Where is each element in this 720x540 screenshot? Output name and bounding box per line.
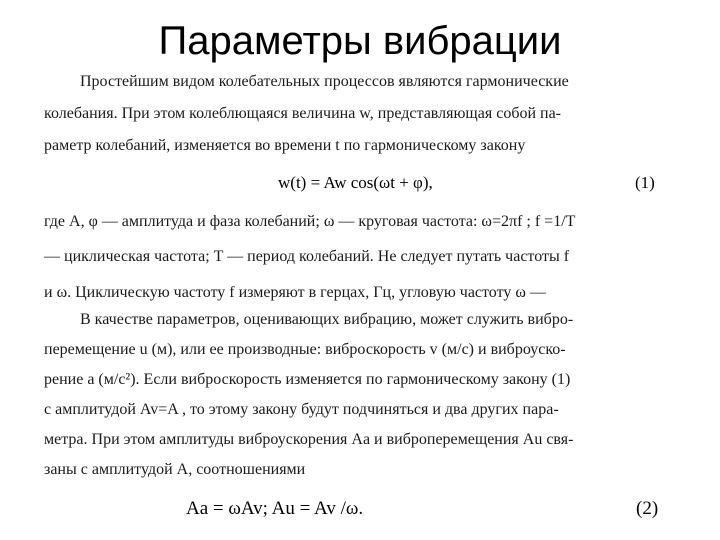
text-line: перемещение u (м), или ее производные: виброскорость v (м/с) и виброуско-: [44, 341, 566, 358]
text-line: заны с амплитудой A, соотношениями: [44, 461, 306, 478]
equation-1-number: (1): [635, 173, 655, 192]
text-line: где A, φ — амплитуда и фаза колебаний; ω — круговая частота: ω=2πf ; f =1/T: [44, 213, 576, 230]
text-line: раметр колебаний, изменяется во времени t по гармоническому закону: [44, 137, 526, 154]
text-line: метра. При этом амплитуды виброускорения Aa и виброперемещения Au свя-: [44, 431, 574, 448]
text-line: В качестве параметров, оценивающих вибрацию, может служить вибро-: [80, 311, 574, 328]
text-line: рение a (м/с²). Если виброскорость изменяется по гармоническому закону (1): [44, 371, 571, 388]
text-line: и ω. Циклическую частоту f измеряют в герцах, Гц, угловую частоту ω —: [44, 284, 546, 301]
slide-title: Параметры вибрации: [158, 19, 562, 63]
text-line: с амплитудой Av=A , то этому закону будут подчиняться и два других пара-: [44, 401, 559, 418]
text-line: колебания. При этом колеблющаяся величина w, представляющая собой па-: [44, 105, 562, 122]
text-line: Простейшим видом колебательных процессов являются гармонические: [80, 73, 569, 90]
text-line: — циклическая частота; T — период колебаний. Не следует путать частоты f: [44, 248, 570, 265]
equation-1: w(t) = Aw cos(ωt + φ),: [278, 173, 433, 192]
equation-2: Aa = ωAv; Au = Av /ω.: [186, 498, 364, 519]
equation-2-number: (2): [636, 498, 659, 519]
